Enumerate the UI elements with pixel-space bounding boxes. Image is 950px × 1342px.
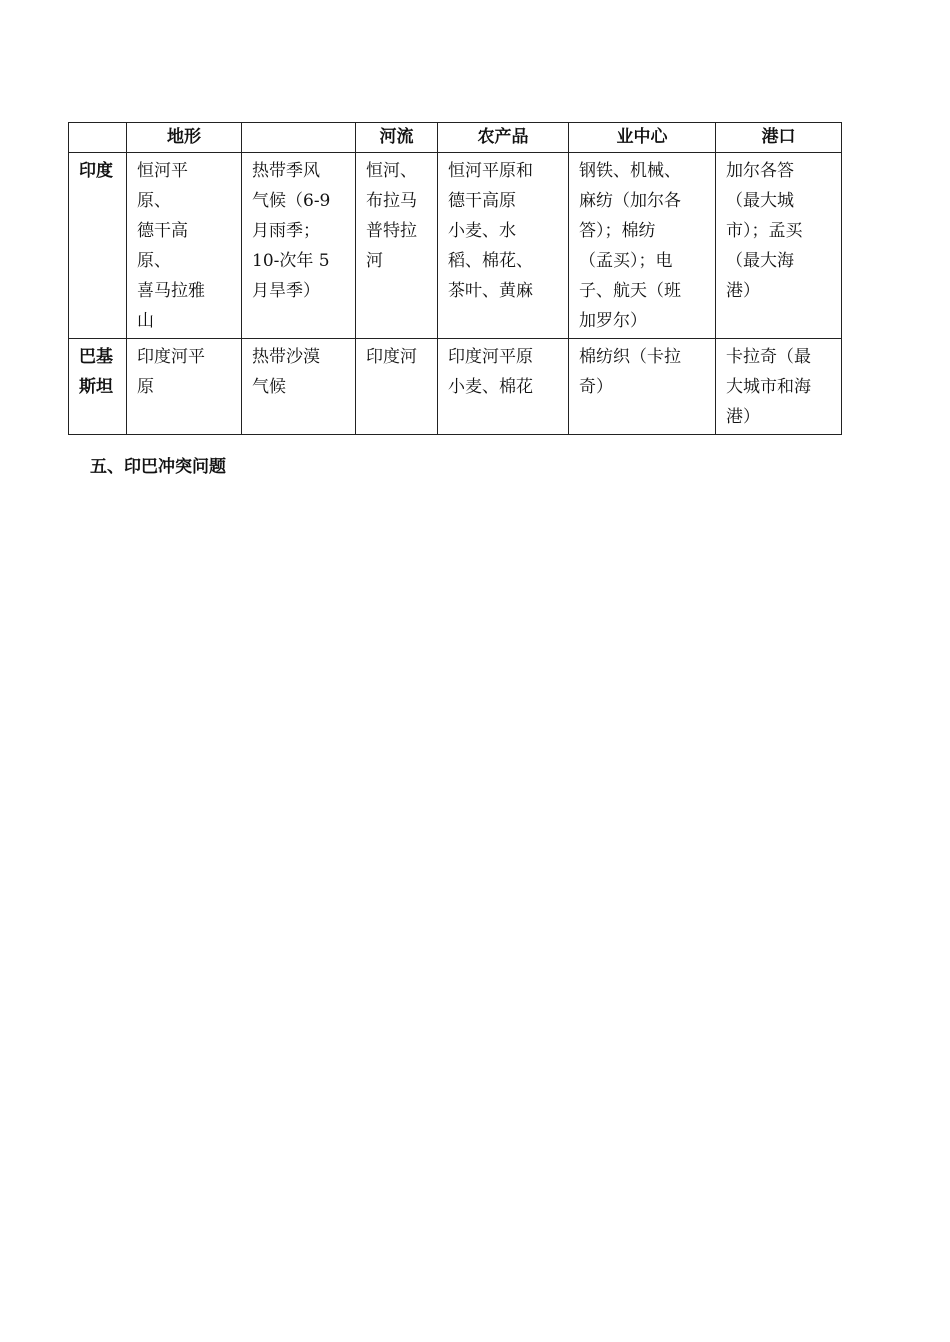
cell-line: 月雨季；	[252, 221, 320, 241]
cell-line: （孟买）；电	[579, 251, 673, 271]
cell-line: （最大海	[726, 251, 794, 271]
table-row-pakistan	[69, 339, 842, 435]
cell-line: 原、	[137, 191, 171, 211]
cell-line: 10-次年 5	[252, 251, 330, 271]
cell-india-rivers	[356, 153, 438, 339]
cell-line: 斯坦	[79, 377, 113, 397]
header-cell-ports: 港口	[716, 123, 842, 153]
cell-line: 德干高原	[448, 191, 516, 211]
cell-line: 印度河平	[137, 347, 205, 367]
header-cell-rivers: 河流	[356, 123, 438, 153]
cell-line: 卡拉奇（最	[726, 347, 811, 367]
cell-line: 棉纺织（卡拉	[579, 347, 681, 367]
cell-line: 德干高	[137, 221, 188, 241]
cell-line: 恒河、	[366, 161, 417, 181]
cell-line: 答）；棉纺	[579, 221, 656, 241]
cell-line: 子、航天（班	[579, 281, 681, 301]
cell-pakistan-rivers	[356, 339, 438, 435]
cell-line: 稻、棉花、	[448, 251, 533, 271]
cell-india-terrain	[127, 153, 242, 339]
cell-line: 山	[137, 311, 154, 331]
table-row-india	[69, 153, 842, 339]
cell-line: 加罗尔）	[579, 311, 647, 331]
cell-line: 热带沙漠	[252, 347, 320, 367]
header-cell-terrain: 地形	[127, 123, 242, 153]
cell-line: 热带季风	[252, 161, 320, 181]
cell-pakistan-climate	[242, 339, 356, 435]
cell-line: 港）	[726, 407, 760, 427]
cell-india-agriculture	[438, 153, 569, 339]
cell-line: 恒河平	[137, 161, 188, 181]
cell-line: 月旱季）	[252, 281, 320, 301]
cell-line: 普特拉	[366, 221, 417, 241]
cell-line: 市）；孟买	[726, 221, 803, 241]
cell-line: 巴基	[79, 347, 113, 367]
cell-line: （最大城	[726, 191, 794, 211]
cell-line: 喜马拉雅	[137, 281, 205, 301]
cell-line: 加尔各答	[726, 161, 794, 181]
cell-line: 钢铁、机械、	[579, 161, 681, 181]
header-cell-industry: 业中心	[569, 123, 716, 153]
cell-line: 气候（6-9	[252, 191, 331, 211]
section-heading: 五、印巴冲突问题	[90, 457, 226, 477]
cell-india-industry	[569, 153, 716, 339]
cell-line: 河	[366, 251, 383, 271]
row-label-pakistan	[69, 339, 127, 435]
cell-line: 布拉马	[366, 191, 417, 211]
cell-pakistan-ports	[716, 339, 842, 435]
cell-line: 原、	[137, 251, 171, 271]
header-cell-climate	[242, 123, 356, 153]
cell-line: 大城市和海	[726, 377, 811, 397]
cell-pakistan-agriculture	[438, 339, 569, 435]
cell-line: 原	[137, 377, 154, 397]
cell-line: 茶叶、黄麻	[448, 281, 533, 301]
table-header-row	[69, 123, 842, 153]
cell-line: 港）	[726, 281, 760, 301]
country-comparison-table	[68, 122, 842, 435]
cell-line: 小麦、水	[448, 221, 516, 241]
row-label-india: 印度	[69, 153, 127, 339]
cell-pakistan-terrain	[127, 339, 242, 435]
cell-line: 恒河平原和	[448, 161, 533, 181]
cell-line: 麻纺（加尔各	[579, 191, 681, 211]
cell-line: 小麦、棉花	[448, 377, 533, 397]
cell-pakistan-industry	[569, 339, 716, 435]
header-cell-corner	[69, 123, 127, 153]
cell-line: 气候	[252, 377, 286, 397]
cell-line: 印度河	[366, 347, 417, 367]
cell-line: 印度河平原	[448, 347, 533, 367]
cell-india-climate	[242, 153, 356, 339]
cell-india-ports	[716, 153, 842, 339]
header-cell-agriculture: 农产品	[438, 123, 569, 153]
cell-line: 奇）	[579, 377, 613, 397]
